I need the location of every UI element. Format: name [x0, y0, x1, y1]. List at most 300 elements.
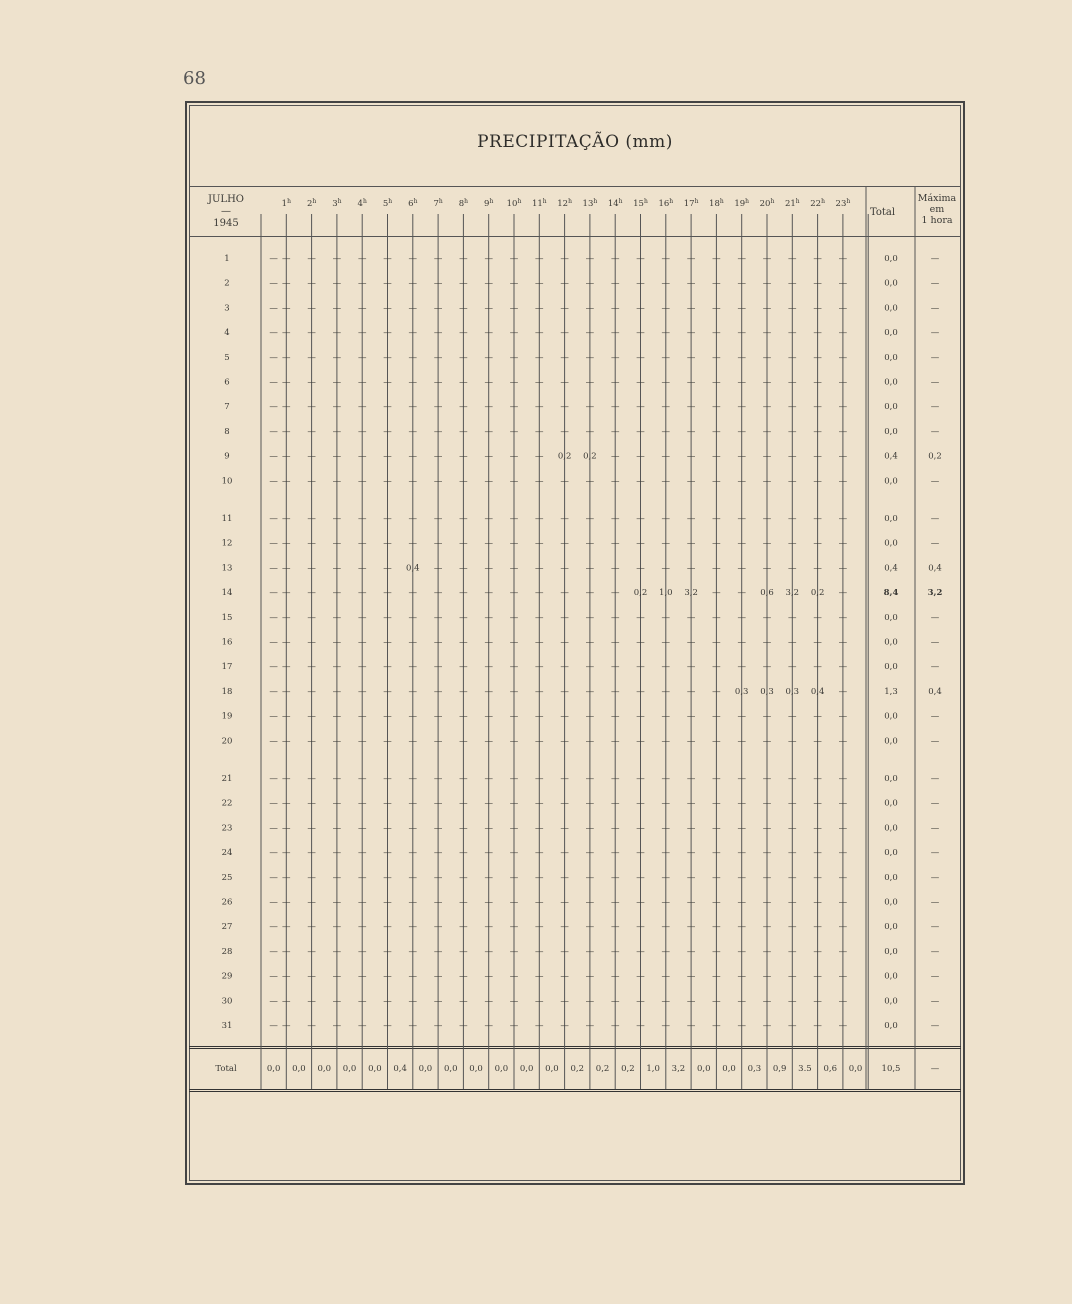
- row-max: 0,4: [928, 686, 942, 697]
- data-cell-dash: —: [661, 328, 671, 339]
- data-cell-dash: —: [307, 254, 316, 264]
- data-cell-dash: —: [269, 774, 278, 784]
- data-cell-dash: —: [788, 352, 797, 363]
- row-total: 8,4: [883, 588, 899, 599]
- data-cell-dash: —: [484, 774, 493, 784]
- data-cell-dash: —: [762, 278, 772, 289]
- data-cell-dash: —: [408, 774, 418, 784]
- data-cell-dash: —: [332, 686, 342, 697]
- data-cell-dash: —: [484, 872, 493, 883]
- data-cell-dash: —: [813, 736, 822, 747]
- data-cell-dash: —: [433, 946, 443, 957]
- data-cell-dash: —: [686, 303, 696, 314]
- row-total: 0,0: [884, 637, 898, 648]
- data-cell-dash: —: [636, 686, 645, 697]
- data-cell-dash: —: [610, 897, 620, 908]
- data-cell-dash: —: [560, 686, 569, 697]
- data-cell-dash: —: [686, 254, 696, 264]
- totals-hour-value: 0,0: [342, 1064, 357, 1074]
- data-cell-dash: —: [712, 377, 721, 388]
- data-cell-dash: —: [282, 588, 291, 599]
- data-cell-dash: —: [459, 711, 468, 722]
- data-cell-dash: —: [686, 476, 696, 487]
- data-cell-dash: —: [636, 872, 645, 883]
- totals-hour-value: 0,0: [848, 1064, 863, 1074]
- row-total: 0,0: [884, 971, 898, 982]
- data-cell-dash: —: [535, 637, 544, 648]
- hour-suffix: h: [618, 198, 623, 205]
- data-cell-dash: —: [269, 736, 278, 747]
- data-cell-value: 0,3: [785, 686, 800, 697]
- row-total: 0,0: [884, 514, 898, 524]
- data-cell-dash: —: [737, 254, 746, 264]
- data-cell-dash: —: [307, 328, 316, 339]
- day-label: 27: [221, 922, 233, 933]
- data-cell-dash: —: [332, 328, 342, 339]
- data-cell-dash: —: [813, 352, 822, 363]
- data-cell-dash: —: [307, 588, 316, 599]
- data-cell-dash: —: [813, 563, 822, 574]
- data-cell-dash: —: [838, 922, 848, 933]
- data-cell-dash: —: [610, 996, 620, 1007]
- row-max: —: [930, 1021, 940, 1031]
- data-cell-dash: —: [838, 1021, 848, 1031]
- data-cell-dash: —: [433, 476, 443, 487]
- data-cell-dash: —: [636, 736, 645, 747]
- data-cell-dash: —: [636, 848, 645, 859]
- data-cell-dash: —: [433, 426, 443, 437]
- table-title: PRECIPITAÇÃO (mm): [477, 132, 673, 152]
- data-cell-dash: —: [661, 402, 671, 413]
- row-total: 0,4: [884, 451, 898, 462]
- data-cell-dash: —: [269, 514, 278, 524]
- totals-hour-value: 0,0: [443, 1064, 458, 1074]
- data-cell-dash: —: [484, 328, 493, 339]
- row-max: 0,2: [928, 451, 942, 462]
- hour-header-label: 15$^h$: [633, 198, 648, 209]
- data-cell-dash: —: [357, 538, 367, 549]
- data-cell-dash: —: [357, 774, 367, 784]
- data-cell-dash: —: [813, 823, 822, 834]
- data-cell-dash: —: [509, 328, 519, 339]
- data-cell-dash: —: [762, 637, 772, 648]
- data-cell-dash: —: [357, 563, 367, 574]
- data-cell-dash: —: [282, 946, 291, 957]
- data-cell-dash: —: [560, 1021, 569, 1031]
- data-cell-dash: —: [484, 736, 493, 747]
- data-cell-dash: —: [560, 637, 569, 648]
- data-cell-dash: —: [433, 377, 443, 388]
- data-cell-dash: —: [282, 538, 291, 549]
- hour-header-label: 9$^h$: [484, 198, 494, 209]
- data-cell-dash: —: [433, 971, 443, 982]
- data-cell-dash: —: [269, 303, 278, 314]
- data-cell-dash: —: [788, 1021, 797, 1031]
- data-cell-dash: —: [307, 538, 316, 549]
- row-max: —: [930, 946, 940, 957]
- data-cell-dash: —: [433, 736, 443, 747]
- data-cell-dash: —: [509, 996, 519, 1007]
- data-cell-dash: —: [269, 823, 278, 834]
- data-cell-dash: —: [712, 637, 721, 648]
- data-cell-dash: —: [484, 278, 493, 289]
- data-cell-dash: —: [762, 798, 772, 809]
- data-cell-dash: —: [433, 1021, 443, 1031]
- data-cell-dash: —: [357, 514, 367, 524]
- data-cell-dash: —: [357, 736, 367, 747]
- data-cell-dash: —: [712, 686, 721, 697]
- data-cell-dash: —: [686, 328, 696, 339]
- data-cell-dash: —: [408, 946, 418, 957]
- data-cell-dash: —: [383, 588, 392, 599]
- row-max: 0,4: [928, 563, 942, 574]
- row-max: —: [930, 798, 940, 809]
- day-label: 29: [221, 971, 233, 982]
- data-cell-dash: —: [788, 848, 797, 859]
- data-cell-dash: —: [332, 637, 342, 648]
- row-max: —: [930, 662, 940, 673]
- data-cell-dash: —: [636, 637, 645, 648]
- data-cell-dash: —: [408, 538, 418, 549]
- data-cell-dash: —: [408, 476, 418, 487]
- data-cell-dash: —: [408, 451, 418, 462]
- day-label: 23: [221, 823, 233, 834]
- year-label: 1945: [213, 218, 239, 229]
- data-cell-dash: —: [357, 278, 367, 289]
- data-cell-dash: —: [269, 872, 278, 883]
- data-cell-dash: —: [459, 686, 468, 697]
- data-cell-dash: —: [484, 254, 493, 264]
- data-cell-dash: —: [762, 872, 772, 883]
- data-cell-dash: —: [332, 303, 342, 314]
- day-label: 7: [224, 402, 230, 413]
- day-label: 8: [224, 426, 230, 437]
- data-cell-dash: —: [357, 637, 367, 648]
- data-cell-dash: —: [484, 476, 493, 487]
- row-total: 0,0: [884, 328, 898, 339]
- row-total: 0,0: [884, 352, 898, 363]
- data-cell-dash: —: [408, 426, 418, 437]
- data-cell-dash: —: [585, 686, 595, 697]
- data-cell-dash: —: [408, 1021, 418, 1031]
- data-cell-dash: —: [535, 278, 544, 289]
- data-cell-dash: —: [788, 711, 797, 722]
- data-cell-dash: —: [585, 736, 595, 747]
- data-cell-dash: —: [282, 563, 291, 574]
- day-label: 9: [224, 451, 230, 462]
- data-cell-dash: —: [433, 303, 443, 314]
- hour-header-label: 5$^h$: [382, 198, 393, 209]
- data-cell-dash: —: [712, 612, 721, 623]
- data-cell-dash: —: [813, 514, 822, 524]
- data-cell-dash: —: [383, 402, 392, 413]
- data-cell-dash: —: [307, 426, 316, 437]
- data-cell-dash: —: [686, 823, 696, 834]
- data-cell-dash: —: [332, 872, 342, 883]
- data-cell-dash: —: [307, 946, 316, 957]
- data-cell-dash: —: [661, 736, 671, 747]
- totals-hour-value: 0,0: [418, 1064, 433, 1074]
- day-label: 1: [224, 254, 230, 264]
- data-cell-dash: —: [307, 278, 316, 289]
- totals-hour-value: 0,4: [393, 1064, 407, 1074]
- data-cell-dash: —: [269, 686, 278, 697]
- data-cell-dash: —: [459, 662, 468, 673]
- hour-suffix: h: [593, 198, 598, 205]
- data-cell-dash: —: [737, 637, 746, 648]
- data-cell-value: 1,0: [659, 588, 673, 599]
- data-cell-dash: —: [535, 426, 544, 437]
- data-cell-dash: —: [788, 476, 797, 487]
- data-cell-value: 0,4: [810, 686, 825, 697]
- data-cell-dash: —: [610, 563, 620, 574]
- data-cell-dash: —: [433, 823, 443, 834]
- data-cell-dash: —: [788, 996, 797, 1007]
- data-cell-dash: —: [712, 538, 721, 549]
- data-cell-dash: —: [813, 711, 822, 722]
- data-cell-dash: —: [484, 352, 493, 363]
- data-cell-dash: —: [686, 686, 696, 697]
- data-cell-dash: —: [585, 254, 595, 264]
- data-cell-dash: —: [459, 538, 468, 549]
- data-cell-dash: —: [383, 996, 392, 1007]
- data-cell-dash: —: [535, 451, 544, 462]
- hour-suffix: h: [464, 198, 469, 205]
- row-max: —: [930, 278, 940, 289]
- data-cell-dash: —: [712, 1021, 721, 1031]
- data-cell-dash: —: [686, 996, 696, 1007]
- data-cell-dash: —: [636, 798, 645, 809]
- data-cell-dash: —: [686, 514, 696, 524]
- data-cell-dash: —: [585, 946, 595, 957]
- data-cell-dash: —: [383, 922, 392, 933]
- data-cell-dash: —: [686, 637, 696, 648]
- data-cell-dash: —: [610, 848, 620, 859]
- data-cell-dash: —: [332, 1021, 342, 1031]
- row-total: 0,0: [884, 711, 898, 722]
- row-max: —: [930, 971, 940, 982]
- data-cell-dash: —: [661, 426, 671, 437]
- totals-hour-value: 0,0: [469, 1064, 483, 1074]
- data-cell-dash: —: [813, 612, 822, 623]
- data-cell-dash: —: [269, 538, 278, 549]
- data-cell-value: 0,3: [734, 686, 749, 697]
- data-cell-dash: —: [357, 686, 367, 697]
- data-cell-dash: —: [838, 637, 848, 648]
- data-cell-dash: —: [838, 774, 848, 784]
- data-cell-dash: —: [484, 303, 493, 314]
- row-total: 0,0: [884, 736, 898, 747]
- data-cell-dash: —: [535, 352, 544, 363]
- data-cell-dash: —: [762, 774, 772, 784]
- data-cell-dash: —: [636, 971, 645, 982]
- data-cell-dash: —: [357, 588, 367, 599]
- data-cell-dash: —: [307, 872, 316, 883]
- hour-suffix: h: [413, 198, 418, 205]
- data-cell-dash: —: [788, 798, 797, 809]
- data-cell-dash: —: [282, 686, 291, 697]
- data-cell-dash: —: [535, 823, 544, 834]
- data-cell-dash: —: [307, 612, 316, 623]
- data-cell-dash: —: [509, 848, 519, 859]
- data-cell-dash: —: [686, 426, 696, 437]
- data-cell-dash: —: [636, 514, 645, 524]
- data-cell-dash: —: [459, 563, 468, 574]
- data-cell-dash: —: [383, 798, 392, 809]
- data-cell-dash: —: [788, 971, 797, 982]
- row-total: 0,0: [884, 303, 898, 314]
- data-cell-dash: —: [813, 897, 822, 908]
- row-total: 0,0: [884, 774, 898, 784]
- data-cell-dash: —: [838, 514, 848, 524]
- data-cell-dash: —: [610, 402, 620, 413]
- data-cell-dash: —: [560, 922, 569, 933]
- data-cell-dash: —: [838, 426, 848, 437]
- data-cell-dash: —: [383, 872, 392, 883]
- data-cell-dash: —: [838, 798, 848, 809]
- day-label: 2: [224, 278, 230, 289]
- data-cell-dash: —: [459, 588, 468, 599]
- data-cell-dash: —: [383, 971, 392, 982]
- data-cell-dash: —: [383, 303, 392, 314]
- row-total: 0,0: [884, 538, 898, 549]
- row-max: —: [930, 476, 940, 487]
- data-cell-dash: —: [712, 352, 721, 363]
- data-cell-dash: —: [610, 303, 620, 314]
- data-cell-value: 0,4: [406, 563, 420, 574]
- data-cell-dash: —: [585, 563, 595, 574]
- data-cell-dash: —: [484, 662, 493, 673]
- data-cell-dash: —: [737, 1021, 746, 1031]
- row-max: —: [930, 711, 940, 722]
- data-cell-dash: —: [610, 736, 620, 747]
- data-cell-dash: —: [269, 278, 278, 289]
- data-cell-dash: —: [712, 662, 721, 673]
- data-cell-dash: —: [459, 848, 468, 859]
- data-cell-dash: —: [282, 971, 291, 982]
- day-label: 28: [221, 946, 233, 957]
- row-total: 0,0: [884, 922, 898, 933]
- data-cell-dash: —: [585, 612, 595, 623]
- data-cell-dash: —: [459, 303, 468, 314]
- totals-hour-value: 0,0: [292, 1064, 306, 1074]
- data-cell-dash: —: [459, 254, 468, 264]
- data-cell-dash: —: [535, 588, 544, 599]
- data-cell-dash: —: [610, 686, 620, 697]
- day-label: 16: [221, 637, 233, 648]
- data-cell-dash: —: [535, 254, 544, 264]
- data-cell-dash: —: [737, 538, 746, 549]
- data-cell-dash: —: [560, 538, 569, 549]
- data-cell-dash: —: [636, 426, 645, 437]
- data-cell-dash: —: [459, 476, 468, 487]
- data-cell-dash: —: [585, 823, 595, 834]
- data-cell-dash: —: [484, 946, 493, 957]
- hour-header-label: 20$^h$: [759, 198, 775, 209]
- data-cell-dash: —: [357, 996, 367, 1007]
- data-cell-dash: —: [269, 476, 278, 487]
- max-label-line1: Máxima: [917, 193, 957, 204]
- row-total: 0,0: [884, 848, 898, 859]
- data-cell-dash: —: [585, 377, 595, 388]
- data-cell-dash: —: [661, 303, 671, 314]
- data-cell-dash: —: [560, 823, 569, 834]
- data-cell-dash: —: [269, 1021, 278, 1031]
- data-cell-dash: —: [509, 736, 519, 747]
- hour-suffix: h: [795, 198, 800, 205]
- data-cell-dash: —: [636, 711, 645, 722]
- data-cell-dash: —: [307, 848, 316, 859]
- data-cell-dash: —: [307, 377, 316, 388]
- data-cell-dash: —: [282, 612, 291, 623]
- data-cell-dash: —: [737, 476, 746, 487]
- data-cell-dash: —: [813, 971, 822, 982]
- data-cell-value: 0,2: [583, 451, 597, 462]
- data-cell-dash: —: [459, 612, 468, 623]
- data-cell-dash: —: [585, 996, 595, 1007]
- data-cell-dash: —: [408, 662, 418, 673]
- data-cell-dash: —: [459, 451, 468, 462]
- data-cell-dash: —: [357, 426, 367, 437]
- data-cell-dash: —: [535, 971, 544, 982]
- row-total: 0,0: [884, 946, 898, 957]
- data-cell-dash: —: [788, 774, 797, 784]
- data-cell-dash: —: [585, 798, 595, 809]
- hour-suffix: h: [846, 198, 851, 205]
- data-cell-dash: —: [610, 377, 620, 388]
- row-total: 0,0: [884, 996, 898, 1007]
- data-cell-dash: —: [737, 897, 746, 908]
- data-cell-dash: —: [484, 402, 493, 413]
- data-cell-dash: —: [269, 451, 278, 462]
- data-cell-dash: —: [332, 612, 342, 623]
- data-cell-dash: —: [762, 922, 772, 933]
- data-cell-dash: —: [585, 303, 595, 314]
- data-cell-dash: —: [332, 588, 342, 599]
- hour-header-label: 14$^h$: [607, 198, 623, 209]
- totals-hour-value: 0,2: [570, 1064, 585, 1074]
- data-cell-dash: —: [737, 872, 746, 883]
- data-cell-dash: —: [737, 946, 746, 957]
- data-cell-dash: —: [712, 711, 721, 722]
- data-cell-dash: —: [686, 774, 696, 784]
- data-cell-dash: —: [712, 848, 721, 859]
- data-cell-dash: —: [459, 402, 468, 413]
- data-cell-dash: —: [838, 254, 848, 264]
- data-cell-dash: —: [813, 946, 822, 957]
- data-cell-dash: —: [661, 774, 671, 784]
- data-cell-dash: —: [282, 1021, 291, 1031]
- data-cell-dash: —: [560, 588, 569, 599]
- data-cell-dash: —: [282, 328, 291, 339]
- day-label: 6: [224, 377, 230, 388]
- data-cell-dash: —: [585, 1021, 595, 1031]
- data-cell-dash: —: [332, 897, 342, 908]
- data-cell-dash: —: [585, 588, 595, 599]
- row-max: —: [930, 823, 940, 834]
- data-cell-dash: —: [509, 563, 519, 574]
- data-cell-dash: —: [560, 872, 569, 883]
- row-total: 0,0: [884, 278, 898, 289]
- data-cell-dash: —: [610, 823, 620, 834]
- data-cell-dash: —: [737, 662, 746, 673]
- data-cell-dash: —: [269, 946, 278, 957]
- data-cell-dash: —: [484, 588, 493, 599]
- data-cell-dash: —: [838, 686, 848, 697]
- data-cell-dash: —: [332, 451, 342, 462]
- data-cell-dash: —: [636, 823, 645, 834]
- data-cell-dash: —: [737, 377, 746, 388]
